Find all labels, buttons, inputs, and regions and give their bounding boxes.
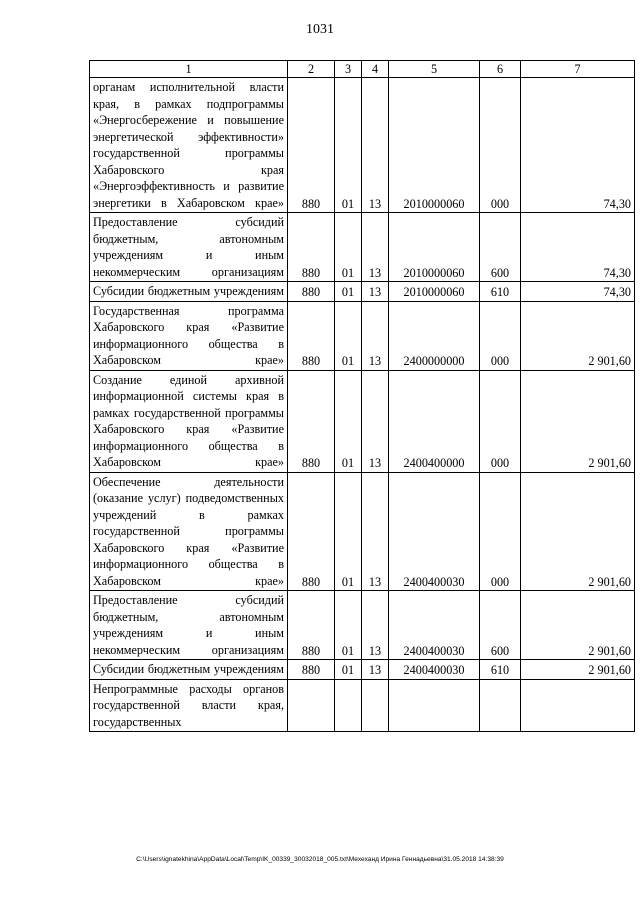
row-target: 2400400000 — [389, 370, 480, 472]
row-subsection — [362, 679, 389, 732]
row-section: 01 — [335, 78, 362, 213]
row-name: органам исполнительной власти края, в рамках подпрограммы «Энергосбережение и повышение энергетической эффективности» государственной программы Хабаровского края «Энергоэффективность и развитие энергетики в Хабаровском крае» — [90, 78, 288, 213]
row-ministry — [288, 679, 335, 732]
row-expense: 600 — [480, 591, 521, 660]
table-row — [90, 213, 635, 282]
row-expense: 600 — [480, 213, 521, 282]
table-row — [90, 591, 635, 660]
row-subsection: 13 — [362, 660, 389, 680]
table-row — [90, 660, 635, 680]
row-expense: 610 — [480, 282, 521, 302]
row-amount: 2 901,60 — [521, 472, 635, 591]
row-name: Предоставление субсидий бюджетным, автономным учреждениям и иным некоммерческим организациям — [90, 591, 288, 660]
table-row — [90, 370, 635, 472]
row-target — [389, 679, 480, 732]
header-col-4: 4 — [362, 61, 389, 78]
row-ministry: 880 — [288, 370, 335, 472]
row-subsection: 13 — [362, 213, 389, 282]
row-subsection: 13 — [362, 301, 389, 370]
header-col-5: 5 — [389, 61, 480, 78]
table-row — [90, 78, 635, 213]
row-section: 01 — [335, 660, 362, 680]
row-amount: 74,30 — [521, 78, 635, 213]
row-subsection: 13 — [362, 591, 389, 660]
row-name: Субсидии бюджетным учреждениям — [90, 660, 288, 680]
row-name: Государственная программа Хабаровского края «Развитие информационного общества в Хабаровском крае» — [90, 301, 288, 370]
row-section: 01 — [335, 472, 362, 591]
row-amount: 74,30 — [521, 282, 635, 302]
row-name: Предоставление субсидий бюджетным, автономным учреждениям и иным некоммерческим организациям — [90, 213, 288, 282]
row-target: 2010000060 — [389, 213, 480, 282]
row-amount: 2 901,60 — [521, 591, 635, 660]
page-number: 1031 — [306, 22, 334, 37]
row-expense: 000 — [480, 78, 521, 213]
header-col-1: 1 — [90, 61, 288, 78]
row-ministry: 880 — [288, 78, 335, 213]
header-col-3: 3 — [335, 61, 362, 78]
row-section — [335, 679, 362, 732]
row-section: 01 — [335, 282, 362, 302]
row-ministry: 880 — [288, 660, 335, 680]
table-row — [90, 282, 635, 302]
row-section: 01 — [335, 591, 362, 660]
row-name: Непрограммные расходы органов государственной власти края, государственных — [90, 679, 288, 732]
row-target: 2010000060 — [389, 78, 480, 213]
row-subsection: 13 — [362, 472, 389, 591]
row-expense — [480, 679, 521, 732]
row-ministry: 880 — [288, 472, 335, 591]
row-ministry: 880 — [288, 301, 335, 370]
row-expense: 000 — [480, 472, 521, 591]
row-name: Создание единой архивной информационной системы края в рамках государственной программы Хабаровского края «Развитие информационного общества в Хабаровском крае» — [90, 370, 288, 472]
row-subsection: 13 — [362, 78, 389, 213]
row-name: Субсидии бюджетным учреждениям — [90, 282, 288, 302]
table-row — [90, 679, 635, 732]
header-col-6: 6 — [480, 61, 521, 78]
row-amount: 74,30 — [521, 213, 635, 282]
row-target: 2400000000 — [389, 301, 480, 370]
row-name: Обеспечение деятельности (оказание услуг) подведомственных учреждений в рамках государственной программы Хабаровского края «Развитие информационного общества в Хабаровском крае» — [90, 472, 288, 591]
row-expense: 000 — [480, 370, 521, 472]
row-target: 2400400030 — [389, 591, 480, 660]
table-row — [90, 301, 635, 370]
header-col-2: 2 — [288, 61, 335, 78]
row-amount: 2 901,60 — [521, 660, 635, 680]
row-target: 2400400030 — [389, 660, 480, 680]
table-row — [90, 472, 635, 591]
row-section: 01 — [335, 213, 362, 282]
row-target: 2400400030 — [389, 472, 480, 591]
file-path-footer: C:\Users\ignatekhina\AppData\Local\Temp\IK_00339_30032018_005.txt\Мехеханд Ирина Геннадьевна\31.05.2018 14:38:39 — [136, 856, 504, 863]
row-amount: 2 901,60 — [521, 301, 635, 370]
row-ministry: 880 — [288, 591, 335, 660]
row-expense: 000 — [480, 301, 521, 370]
row-section: 01 — [335, 301, 362, 370]
row-target: 2010000060 — [389, 282, 480, 302]
row-ministry: 880 — [288, 213, 335, 282]
row-subsection: 13 — [362, 282, 389, 302]
table-header-row — [90, 61, 635, 78]
row-expense: 610 — [480, 660, 521, 680]
row-amount: 2 901,60 — [521, 370, 635, 472]
row-amount — [521, 679, 635, 732]
row-section: 01 — [335, 370, 362, 472]
budget-table — [89, 60, 635, 732]
header-col-7: 7 — [521, 61, 635, 78]
row-ministry: 880 — [288, 282, 335, 302]
row-subsection: 13 — [362, 370, 389, 472]
